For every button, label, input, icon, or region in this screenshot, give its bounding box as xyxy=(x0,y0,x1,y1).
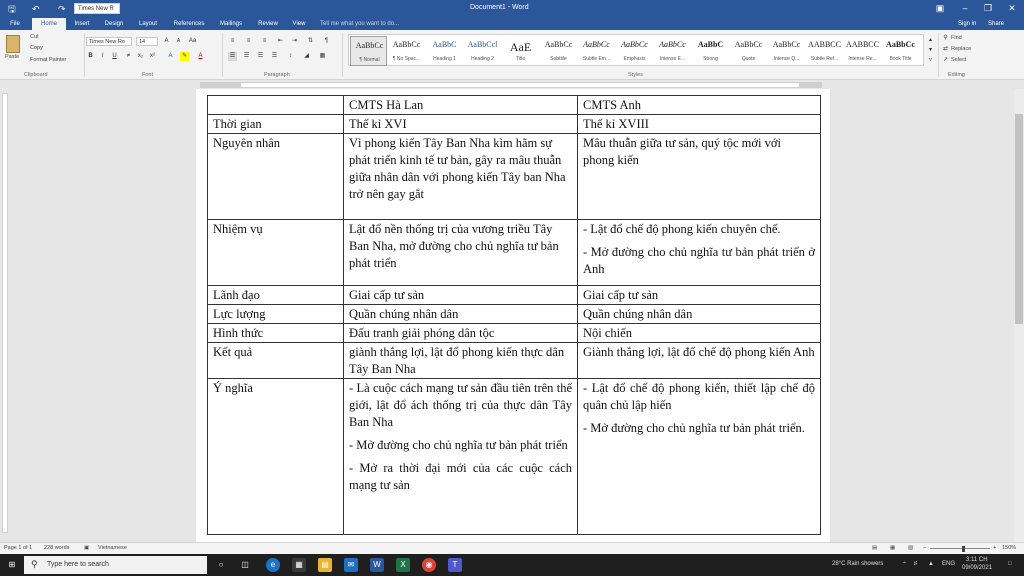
search-icon: ⚲ xyxy=(31,559,38,569)
style-name: Subtle Em... xyxy=(582,56,611,62)
select-button[interactable]: Select xyxy=(951,57,967,63)
edge-icon[interactable]: e xyxy=(266,558,280,572)
underline-button[interactable]: U xyxy=(112,53,117,59)
font-group-label: Font xyxy=(142,72,154,78)
england-cell[interactable] xyxy=(578,379,821,535)
ribbon-display-icon[interactable]: ▣ xyxy=(935,3,945,13)
language-status[interactable]: Vietnamese xyxy=(98,545,127,551)
page-count[interactable]: Page 1 of 1 xyxy=(4,545,33,551)
replace-button[interactable]: Replace xyxy=(951,46,972,52)
shading-icon[interactable]: ◢ xyxy=(304,53,309,59)
style-sample: AaBbCc xyxy=(659,40,686,49)
style-tile[interactable] xyxy=(730,36,767,66)
notifications-icon[interactable]: □ xyxy=(1008,561,1012,567)
style-name: Intense E... xyxy=(659,56,686,62)
cortana-icon[interactable]: ○ xyxy=(218,560,224,569)
show-marks-icon[interactable]: ¶ xyxy=(324,38,329,44)
style-sample: AaBbCc xyxy=(544,40,573,49)
cell-paragraph: CMTS Anh xyxy=(583,98,642,112)
align-center-icon[interactable]: ☰ xyxy=(243,53,250,59)
england-cell[interactable] xyxy=(578,305,821,324)
style-tile[interactable] xyxy=(464,36,501,66)
superscript-icon[interactable]: x² xyxy=(150,53,155,59)
ruler-left-margin xyxy=(200,82,240,88)
row-label-cell[interactable]: Lực lượng xyxy=(208,305,344,324)
read-mode-icon[interactable]: ▤ xyxy=(872,545,878,551)
style-name: ¶ No Spac... xyxy=(392,56,421,62)
cell-paragraph: Vì phong kiến Tây Ban Nha kìm hãm sự phát triển kinh tế tư bản, gây ra mâu thuẫn giữa nhân dân với phong kiến Tây ban Nha trở nên gay gắt xyxy=(349,136,566,201)
clipboard-group-label: Clipboard xyxy=(24,72,48,78)
style-name: Emphasis xyxy=(623,56,646,62)
style-name: Intense Re... xyxy=(848,56,877,62)
style-sample: AaBbCc xyxy=(355,41,384,50)
style-tile[interactable] xyxy=(426,36,463,66)
clock-time[interactable]: 3:11 CH xyxy=(966,557,988,563)
cell-paragraph: - Mở ra thời đại mới của các cuộc cách mạng tư sản xyxy=(349,461,572,492)
horizontal-ruler[interactable] xyxy=(0,80,1024,89)
format-painter-button[interactable]: Format Painter xyxy=(30,57,67,63)
ruler-body[interactable] xyxy=(240,82,800,88)
england-cell[interactable] xyxy=(578,343,821,379)
style-sample: AaBbC xyxy=(432,40,457,49)
style-sample: AABBCC xyxy=(808,40,841,49)
netherlands-cell[interactable] xyxy=(344,96,578,115)
netherlands-cell[interactable] xyxy=(344,343,578,379)
close-icon[interactable]: ✕ xyxy=(1008,3,1016,13)
row-label-cell[interactable]: Thời gian xyxy=(208,115,344,134)
numbering-icon[interactable]: ≡ xyxy=(246,38,251,44)
bullets-icon[interactable]: ≡ xyxy=(230,38,235,44)
group-divider xyxy=(938,33,939,77)
tab-mailings[interactable]: Mailings xyxy=(219,21,242,27)
justify-icon[interactable]: ☰ xyxy=(271,53,278,59)
cut-button[interactable]: Cut xyxy=(30,34,39,40)
cell-paragraph: Giai cấp tư sản xyxy=(583,288,659,302)
style-tile[interactable] xyxy=(388,36,425,66)
cell-paragraph: Giành thắng lợi, lật đổ chế độ phong kiến Anh xyxy=(583,345,815,359)
gallery-down-icon[interactable]: ▾ xyxy=(928,47,932,53)
table-row xyxy=(208,220,821,286)
netherlands-cell[interactable] xyxy=(344,305,578,324)
group-divider xyxy=(84,33,85,77)
table-row xyxy=(208,305,821,324)
network-icon[interactable]: ▲ xyxy=(928,561,934,567)
taskbar-search[interactable] xyxy=(24,556,207,574)
cell-paragraph: - Lật đổ chế độ phong kiến, thiết lập chế độ quân chủ lập hiến xyxy=(583,381,815,412)
style-name: ¶ Normal xyxy=(359,57,380,63)
word-count[interactable]: 228 words xyxy=(44,545,70,551)
document-title: Document1 - Word xyxy=(470,4,529,11)
input-language[interactable]: ENG xyxy=(942,561,956,567)
font-name-box[interactable]: Times New Ro xyxy=(86,37,132,46)
document-page[interactable] xyxy=(196,89,830,542)
table-body xyxy=(208,96,821,535)
style-tile[interactable] xyxy=(844,36,881,66)
table-row xyxy=(208,134,821,220)
sort-icon[interactable]: ⇅ xyxy=(307,38,314,44)
england-cell[interactable] xyxy=(578,324,821,343)
group-divider xyxy=(342,33,343,77)
table-row xyxy=(208,115,821,134)
editing-group-label: Editing xyxy=(948,72,965,78)
vertical-scrollbar[interactable] xyxy=(1014,89,1024,542)
row-label-cell[interactable]: Hình thức xyxy=(208,324,344,343)
style-name: Quote xyxy=(741,56,756,62)
align-left-icon[interactable]: ☰ xyxy=(229,53,236,59)
cell-paragraph: Lật đổ nền thống trị của vương triều Tây Ban Nha, mở đường cho chủ nghĩa tư bản phát triển xyxy=(349,222,559,270)
excel-app-icon[interactable]: X xyxy=(396,558,410,572)
row-label-cell[interactable]: Lãnh đạo xyxy=(208,286,344,305)
undo-icon[interactable]: ↶ xyxy=(32,4,40,14)
style-sample: AaE xyxy=(509,40,532,54)
cell-paragraph: Quần chúng nhân dân xyxy=(583,307,693,321)
tab-references[interactable]: References xyxy=(173,21,205,27)
table-row xyxy=(208,96,821,115)
tab-layout[interactable]: Layout xyxy=(138,21,157,27)
font-size-box[interactable]: 14 xyxy=(136,37,158,46)
netherlands-cell[interactable] xyxy=(344,286,578,305)
style-name: Subtle Ref... xyxy=(810,56,839,62)
tab-view[interactable]: View xyxy=(292,21,306,27)
style-name: Heading 1 xyxy=(433,56,456,62)
grow-font-button[interactable]: A xyxy=(164,38,169,44)
cell-paragraph: - Mở đường cho chủ nghĩa tư bản phát triển xyxy=(349,438,568,452)
style-sample: AaBbCc xyxy=(392,40,421,49)
row-label-cell[interactable]: Kết quả xyxy=(208,343,344,379)
tray-up-icon[interactable]: ⌃ xyxy=(902,562,908,568)
weather-status[interactable]: 28°C Rain showers xyxy=(832,561,884,567)
cell-paragraph: CMTS Hà Lan xyxy=(349,98,424,112)
minimize-icon[interactable]: – xyxy=(962,3,968,13)
row-label-cell[interactable]: Ý nghĩa xyxy=(208,379,344,535)
maximize-icon[interactable]: ❐ xyxy=(983,3,993,13)
store-icon[interactable]: ▦ xyxy=(292,558,306,572)
style-tile[interactable] xyxy=(616,36,653,66)
style-name: Title xyxy=(515,56,526,62)
row-label-cell[interactable]: Nhiệm vụ xyxy=(208,220,344,286)
style-name: Book Title xyxy=(889,56,912,62)
find-icon[interactable]: ⚲ xyxy=(943,35,948,41)
england-cell[interactable] xyxy=(578,220,821,286)
word-app-icon[interactable]: W xyxy=(370,558,384,572)
find-button[interactable]: Find xyxy=(951,35,962,41)
paste-icon[interactable] xyxy=(6,35,20,53)
group-divider xyxy=(222,33,223,77)
style-name: Subtitle xyxy=(550,56,567,62)
style-tile[interactable] xyxy=(350,36,387,66)
cell-paragraph: Mâu thuẫn giữa tư sản, quý tộc mới với phong kiến xyxy=(583,136,781,167)
zoom-out-icon[interactable]: – xyxy=(923,545,927,551)
search-placeholder: Type here to search xyxy=(47,561,109,568)
cell-paragraph: Thế kỉ XVIII xyxy=(583,117,649,131)
proofing-icon[interactable]: ▣ xyxy=(84,545,90,551)
tell-me-box[interactable]: Tell me what you want to do... xyxy=(320,21,400,27)
ribbon-tabs xyxy=(0,18,1024,30)
style-sample: AABBCC xyxy=(846,40,879,49)
style-tile[interactable] xyxy=(578,36,615,66)
tab-file[interactable]: File xyxy=(10,21,20,27)
zoom-slider-handle[interactable] xyxy=(962,546,965,552)
style-tile[interactable] xyxy=(882,36,919,66)
style-sample: AaBbCcl xyxy=(467,40,498,49)
gallery-more-icon[interactable]: ▿ xyxy=(928,57,932,63)
style-tile[interactable] xyxy=(692,36,729,66)
bold-button[interactable]: B xyxy=(88,53,93,59)
title-bar xyxy=(0,0,1024,18)
style-sample: AaBbC xyxy=(697,40,724,49)
cell-paragraph: - Là cuộc cách mạng tư sản đầu tiên trên thế giới, lật đổ ách thống trị của thực dân Tây Ban Nha xyxy=(349,381,572,429)
ribbon xyxy=(0,30,1024,80)
cell-paragraph: Đấu tranh giải phóng dân tộc xyxy=(349,326,495,340)
vertical-ruler[interactable] xyxy=(2,93,8,533)
cell-paragraph: - Mở đường cho chủ nghĩa tư bản phát triển ở Anh xyxy=(583,245,815,276)
paste-button[interactable]: Paste xyxy=(5,54,20,60)
chrome-icon[interactable]: ◉ xyxy=(422,558,436,572)
cell-paragraph: - Mở đường cho chủ nghĩa tư bản phát triển. xyxy=(583,421,805,435)
share-button[interactable]: Share xyxy=(988,21,1005,27)
change-case-button[interactable]: Aa xyxy=(188,38,197,44)
style-tile[interactable] xyxy=(654,36,691,66)
teams-icon[interactable]: T xyxy=(448,558,462,572)
style-tile[interactable] xyxy=(540,36,577,66)
style-tile[interactable] xyxy=(502,36,539,66)
cell-paragraph: Giai cấp tư sản xyxy=(349,288,425,302)
align-right-icon[interactable]: ☰ xyxy=(257,53,264,59)
clock-date[interactable]: 09/09/2021 xyxy=(962,565,993,571)
document-canvas xyxy=(0,89,1024,542)
netherlands-cell[interactable] xyxy=(344,134,578,220)
select-icon[interactable]: ↗ xyxy=(942,57,949,63)
cell-paragraph: Thế kỉ XVI xyxy=(349,117,407,131)
england-cell[interactable] xyxy=(578,96,821,115)
ruler-right-margin xyxy=(800,82,822,88)
style-sample: AaBbCc xyxy=(734,40,763,49)
font-color-icon[interactable]: A xyxy=(198,53,203,59)
sign-in-link[interactable]: Sign in xyxy=(958,21,977,27)
comparison-table[interactable] xyxy=(207,95,821,535)
tab-insert[interactable]: Insert xyxy=(74,21,90,27)
netherlands-cell[interactable] xyxy=(344,115,578,134)
tab-review[interactable]: Review xyxy=(258,21,278,27)
table-row xyxy=(208,324,821,343)
text-effects-icon[interactable]: A xyxy=(168,53,173,59)
style-tile[interactable] xyxy=(806,36,843,66)
england-cell[interactable] xyxy=(578,134,821,220)
task-view-icon[interactable]: ◫ xyxy=(241,560,249,569)
copy-button[interactable]: Copy xyxy=(30,45,43,51)
zoom-slider[interactable] xyxy=(930,548,990,549)
style-name: Strong xyxy=(703,56,718,62)
netherlands-cell[interactable] xyxy=(344,220,578,286)
subscript-icon[interactable]: x₂ xyxy=(137,53,144,59)
italic-button[interactable]: I xyxy=(101,53,104,59)
cell-paragraph: giành thắng lợi, lật đổ phong kiến thực dân Tây Ban Nha xyxy=(349,345,565,376)
status-bar xyxy=(0,542,1024,554)
save-icon[interactable]: 🖫 xyxy=(8,4,16,14)
cell-paragraph: Nội chiến xyxy=(583,326,632,340)
style-sample: AaBbCc xyxy=(583,40,610,49)
print-layout-icon[interactable]: ▦ xyxy=(890,545,896,551)
multilevel-list-icon[interactable]: ≡ xyxy=(262,38,267,44)
table-row xyxy=(208,343,821,379)
netherlands-cell[interactable] xyxy=(344,379,578,535)
mail-icon[interactable]: ✉ xyxy=(344,558,358,572)
style-sample: AaBbCc xyxy=(772,40,801,49)
paragraph-group-label: Paragraph xyxy=(264,72,290,78)
replace-icon[interactable]: ⇄ xyxy=(942,46,949,52)
table-row xyxy=(208,379,821,535)
cell-paragraph: - Lật đổ chế độ phong kiến chuyên chế. xyxy=(583,222,781,236)
increase-indent-icon[interactable]: ⇥ xyxy=(291,38,298,44)
style-sample: AaBbCc xyxy=(886,40,915,49)
decrease-indent-icon[interactable]: ⇤ xyxy=(277,38,284,44)
table-row xyxy=(208,286,821,305)
tab-design[interactable]: Design xyxy=(104,21,124,27)
styles-group-label: Styles xyxy=(628,72,643,78)
quick-font-box[interactable]: Times New R xyxy=(74,3,120,14)
styles-gallery xyxy=(348,34,924,66)
file-explorer-icon[interactable]: ▤ xyxy=(318,558,332,572)
style-tile[interactable] xyxy=(768,36,805,66)
line-spacing-icon[interactable]: ↕ xyxy=(289,53,292,59)
england-cell[interactable] xyxy=(578,115,821,134)
redo-icon[interactable]: ↷ xyxy=(58,4,66,14)
tab-home[interactable]: Home xyxy=(32,18,66,30)
shrink-font-button[interactable]: A xyxy=(176,38,181,44)
taskbar xyxy=(0,554,1024,576)
row-label-cell[interactable] xyxy=(208,96,344,115)
style-sample: AaBbCc xyxy=(621,40,648,49)
web-layout-icon[interactable]: ▧ xyxy=(908,545,914,551)
row-label-cell[interactable]: Nguyên nhân xyxy=(208,134,344,220)
gallery-up-icon[interactable]: ▴ xyxy=(928,37,932,43)
cell-paragraph: Quần chúng nhân dân xyxy=(349,307,459,321)
zoom-level[interactable]: 150% xyxy=(1002,545,1017,551)
zoom-in-icon[interactable]: + xyxy=(993,545,997,551)
netherlands-cell[interactable] xyxy=(344,324,578,343)
highlight-icon[interactable]: ✎ xyxy=(181,53,188,59)
strikethrough-icon[interactable]: ≠ xyxy=(126,53,131,59)
scrollbar-thumb[interactable] xyxy=(1015,114,1023,324)
borders-icon[interactable]: ▦ xyxy=(319,53,326,59)
volume-icon[interactable]: ♯ xyxy=(914,561,917,567)
style-name: Heading 2 xyxy=(471,56,494,62)
style-name: Intense Q... xyxy=(773,56,800,62)
england-cell[interactable] xyxy=(578,286,821,305)
windows-start-icon[interactable]: ⊞ xyxy=(8,560,16,569)
